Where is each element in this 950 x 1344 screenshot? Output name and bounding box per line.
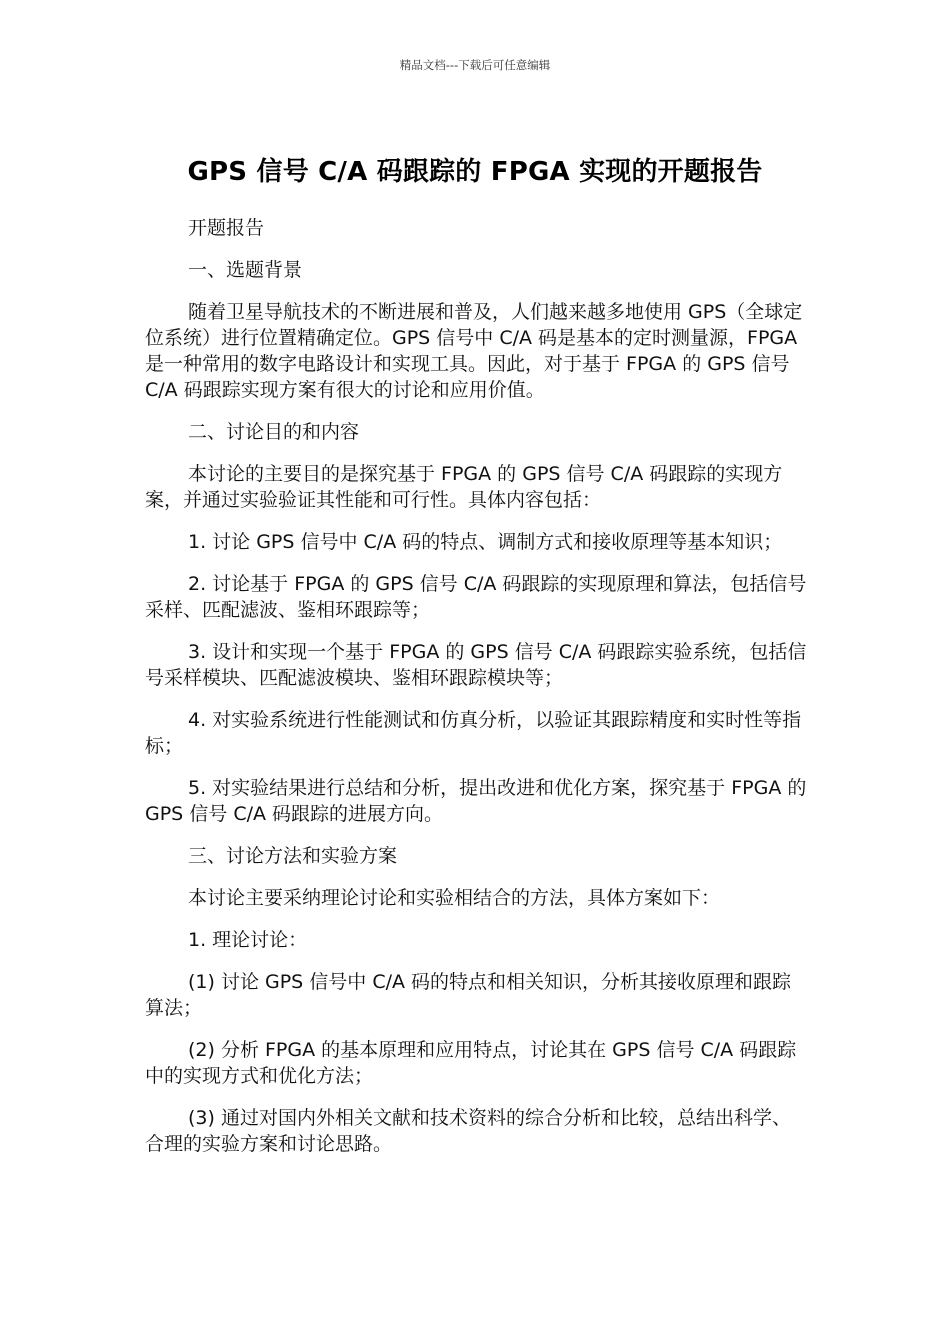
document-body (145, 215, 808, 1173)
theory-item-2: (2) 分析 FPGA 的基本原理和应用特点，讨论其在 GPS 信号 C/A 码跟踪中的实现方式和优化方法； (145, 1039, 797, 1087)
section-heading-background: 一、选题背景 (188, 259, 303, 281)
section-heading-methods: 三、讨论方法和实验方案 (188, 845, 398, 867)
subheading-theory: 1. 理论讨论： (188, 929, 308, 951)
section-heading-purpose: 二、讨论目的和内容 (188, 421, 360, 443)
page-header-note: 精品文档---下载后可任意编辑 (399, 58, 551, 72)
list-item-5: 5. 对实验结果进行总结和分析，提出改进和优化方案，探究基于 FPGA 的 GPS 信号 C/A 码跟踪的进展方向。 (145, 777, 807, 825)
list-item-1: 1. 讨论 GPS 信号中 C/A 码的特点、调制方式和接收原理等基本知识； (188, 531, 783, 553)
report-label: 开题报告 (188, 217, 265, 239)
paragraph-background: 随着卫星导航技术的不断进展和普及，人们越来越多地使用 GPS（全球定位系统）进行位置精确定位。GPS 信号中 C/A 码是基本的定时测量源，FPGA 是一种常用的数字电路设计和实现工具。因此，对于基于 FPGA 的 GPS 信号 C/A 码跟踪实现方案有很大的讨论和应用价值。 (145, 301, 803, 401)
document-title: GPS 信号 C/A 码跟踪的 FPGA 实现的开题报告 (187, 157, 763, 188)
paragraph-methods: 本讨论主要采纳理论讨论和实验相结合的方法，具体方案如下： (188, 887, 721, 909)
list-item-2: 2. 讨论基于 FPGA 的 GPS 信号 C/A 码跟踪的实现原理和算法，包括信号采样、匹配滤波、鉴相环跟踪等； (145, 573, 807, 621)
list-item-3: 3. 设计和实现一个基于 FPGA 的 GPS 信号 C/A 码跟踪实验系统，包括信号采样模块、匹配滤波模块、鉴相环跟踪模块等； (145, 641, 807, 689)
paragraph-purpose: 本讨论的主要目的是探究基于 FPGA 的 GPS 信号 C/A 码跟踪的实现方案，并通过实验验证其性能和可行性。具体内容包括： (145, 463, 783, 511)
list-item-4: 4. 对实验系统进行性能测试和仿真分析，以验证其跟踪精度和实时性等指标； (145, 709, 802, 757)
theory-item-1: (1) 讨论 GPS 信号中 C/A 码的特点和相关知识，分析其接收原理和跟踪算法； (145, 971, 792, 1019)
theory-item-3: (3) 通过对国内外相关文献和技术资料的综合分析和比较，总结出科学、合理的实验方案和讨论思路。 (145, 1107, 791, 1155)
